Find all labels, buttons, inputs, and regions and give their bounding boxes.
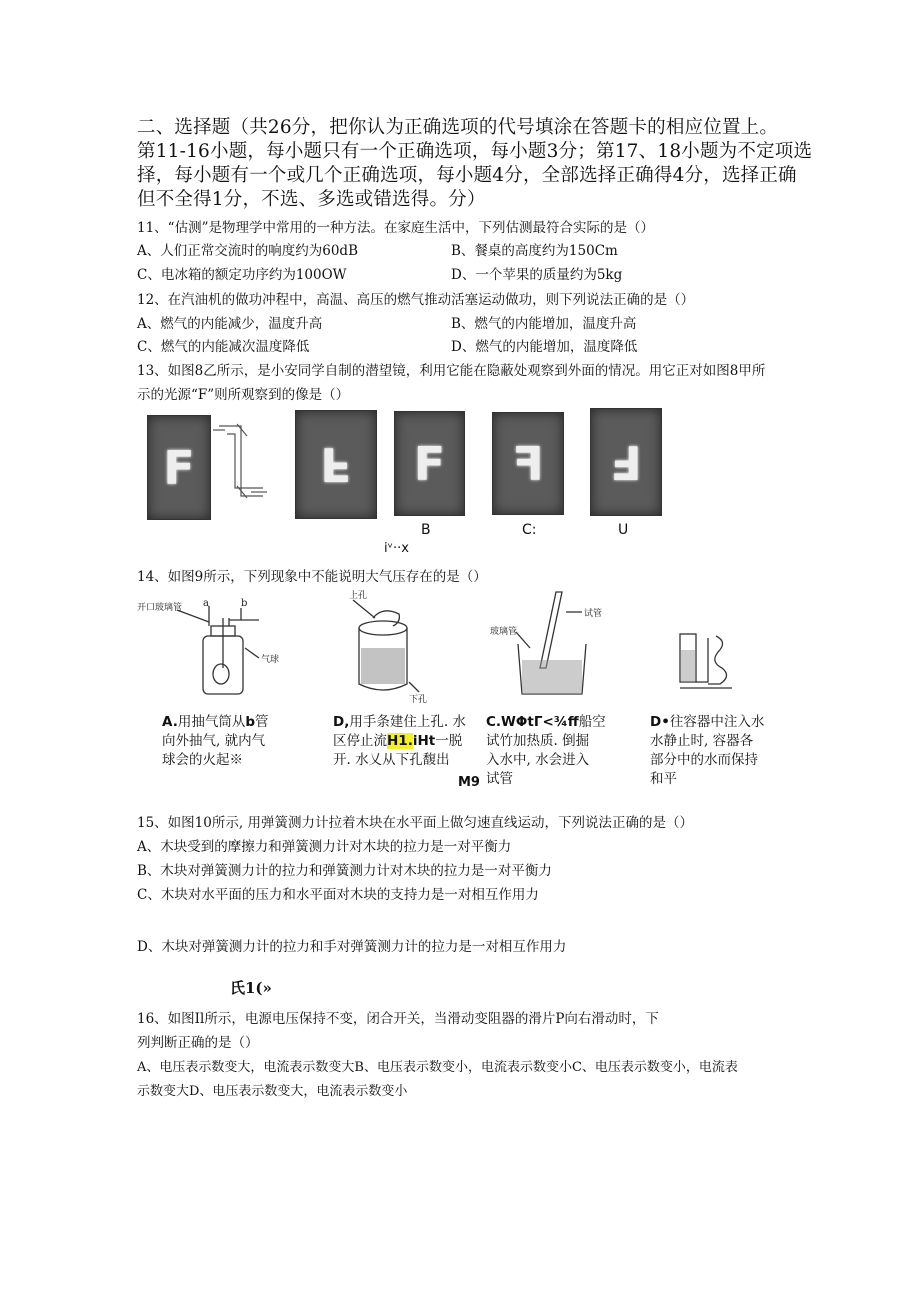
option-d-image-panel [590,408,662,516]
upright-f-glyph-b: F [413,436,446,491]
q15-stem: 15、如图10所示, 用弹簧测力计拉着木块在水平面上做匀速直线运动，下列说法正确的是（） [137,815,693,831]
q14-caption-b-text-3: 一脱 [435,733,463,749]
section-header-line-3: 择，每小题有一个或几个正确选项，每小题4分，全部选择正确得4分，选择正确 [137,165,797,186]
fig-b-label-bottom-hole: 下孔 [409,695,428,703]
q11-option-a: A、人们正常交流时的响度约为60dB [137,243,358,259]
q14-caption-d-line-1 [650,713,790,732]
q14-caption-d-text-1: 往容器中注入水 [669,714,765,730]
mirrored-f-glyph-a: F [320,437,352,492]
letter-f-glyph: F [163,440,195,495]
q13-stem-line-2: 示的光源“F”则所观察到的像是（） [137,387,350,403]
periscope-diagram [211,416,271,516]
figure-9d-connected-vessels-diagram [672,628,752,698]
figure-9b-container-diagram [343,588,433,703]
section-header-line-1: 二、选择题（共26分，把你认为正确选项的代号填涂在答题卡的相应位置上。 [137,117,779,138]
q14-stem: 14、如图9所示，下列现象中不能说明大气压存在的是（） [137,569,487,585]
section-header-line-4: 但不全得1分，不选、多选或错选得。分） [137,189,486,210]
q14-caption-a [162,713,332,770]
fig-c-label-beaker: 玻璃管 [490,627,518,637]
q14-caption-a-line-2: 向外抽气, 就内气 [162,733,266,749]
q12-option-a: A、燃气的内能减少，温度升高 [137,316,323,332]
q14-caption-b-line-2 [333,732,493,751]
q13-caption-under: iᵛ··x [384,541,409,556]
q11-option-c: C、电冰箱的额定功序约为100OW [137,267,347,283]
fig-c-label-test-tube: 试管 [584,609,603,619]
figure-8-light-source-panel [147,415,211,520]
q11-stem: 11、“估测”是物理学中常用的一种方法。在家庭生活中，下列估测最符合实际的是（） [137,220,654,236]
q13-label-b: B [421,522,431,538]
q15-option-d: D、木块对弹簧测力计的拉力和手对弹簧测力计的拉力是一对相互作用力 [137,939,567,955]
option-a-image-panel [295,410,377,519]
q14-caption-b-letter: D, [333,714,350,730]
q12-option-c: C、燃气的内能减次温度降低 [137,339,310,355]
q14-caption-b-iht: iHt [412,733,436,749]
option-c-image-panel [492,412,564,515]
q15-figure-label: 氏1(» [230,979,272,997]
q14-caption-d-line-2: 水静止时, 容器各 [650,733,754,749]
q14-caption-d-letter: D• [650,714,670,730]
q15-option-a: A、木块受到的摩擦力和弹簧测力计对木块的拉力是一对平衡力 [137,839,512,855]
q12-option-b: B、燃气的内能增加，温度升高 [451,316,637,332]
q14-figure-m9-label: M9 [458,775,480,790]
q14-caption-a-line-3: 球会的火起※ [162,752,243,768]
rotated-f-glyph-d: F [610,435,642,489]
q16-options-line-1: A、电压表示数变大，电流表示数变大B、电压表示数变小，电流表示数变小C、电压表示数变小，电流表 [137,1060,738,1075]
q16-stem-line-2: 列判断正确的是（） [137,1035,259,1051]
q16-stem-line-1: 16、如图Il所示，电源电压保持不变，闭合开关，当滑动变阻器的滑片P向右滑动时，下 [137,1011,659,1027]
q14-caption-d [650,713,790,789]
q14-caption-b-highlight: H1. [387,733,413,749]
q14-caption-c-letter: C.WΦtΓ<¾ff [486,714,579,730]
q12-option-d: D、燃气的内能增加，温度降低 [451,339,638,355]
q14-caption-d-line-4: 和平 [650,771,677,787]
fig-a-label-b: b [241,598,248,609]
q14-caption-a-text-1: 用抽气筒从 [177,714,246,730]
q13-label-c: C: [522,522,537,538]
q14-caption-a-text-2: 管 [255,714,269,730]
q14-caption-c [486,713,626,789]
q14-caption-a-b: b [245,714,255,730]
q11-option-b: B、餐桌的高度约为150Cm [451,243,618,259]
q14-caption-c-text-1: 船空 [578,714,606,730]
q14-caption-b [333,713,493,770]
option-b-image-panel [394,411,465,516]
fig-a-label-a: a [203,598,209,609]
q14-caption-b-text-1: 用手条建住上孔. 水 [349,714,466,730]
figure-9c-test-tube-diagram [490,588,620,703]
q15-option-c: C、木块对水平面的压力和水平面对木块的支持力是一对相互作用力 [137,887,539,903]
fig-b-label-top-hole: 上孔 [349,591,368,601]
q14-caption-b-line-3: 开. 水乂从下孔馥出 [333,752,450,768]
q16-options-line-2: 示数变大D、电压表示数变大，电流表示数变小 [137,1084,408,1099]
q13-stem-line-1: 13、如图8乙所示，是小安同学自制的潜望镜，利用它能在隐蔽处观察到外面的情况。用它正对如图8甲所 [137,363,766,379]
q11-option-d: D、一个苹果的质量约为5kg [451,267,623,283]
fig-a-label-glass-tube: 开口玻璃管 [137,603,183,613]
q12-stem: 12、在汽油机的做功冲程中，高温、高压的燃气推动活塞运动做功，则下列说法正确的是（） [137,292,695,308]
q14-caption-b-text-2: 区停止流 [333,733,387,749]
q13-label-u: U [618,522,629,538]
q14-caption-c-line-2: 试竹加热质. 倒掘 [486,733,590,749]
q14-caption-c-line-1 [486,713,626,732]
q15-option-b: B、木块对弹簧测力计的拉力和弹簧测力计对木块的拉力是一对平衡力 [137,863,552,879]
q14-caption-d-line-3: 部分中的水而保持 [650,752,758,768]
q14-caption-b-line-1 [333,713,493,732]
q14-caption-c-line-4: 试管 [486,771,513,787]
q14-caption-a-letter: A. [162,714,178,730]
q14-caption-a-line-1 [162,713,332,732]
mirrored-f-glyph-c: F [512,436,544,491]
figure-9a-bottle-diagram [137,598,287,703]
q14-caption-c-line-3: 入水中, 水会进入 [486,752,590,768]
fig-a-label-balloon: 气球 [261,655,280,665]
section-header-line-2: 第11-16小题，每小题只有一个正确选项，每小题3分；第17、18小题为不定项选 [137,141,813,162]
